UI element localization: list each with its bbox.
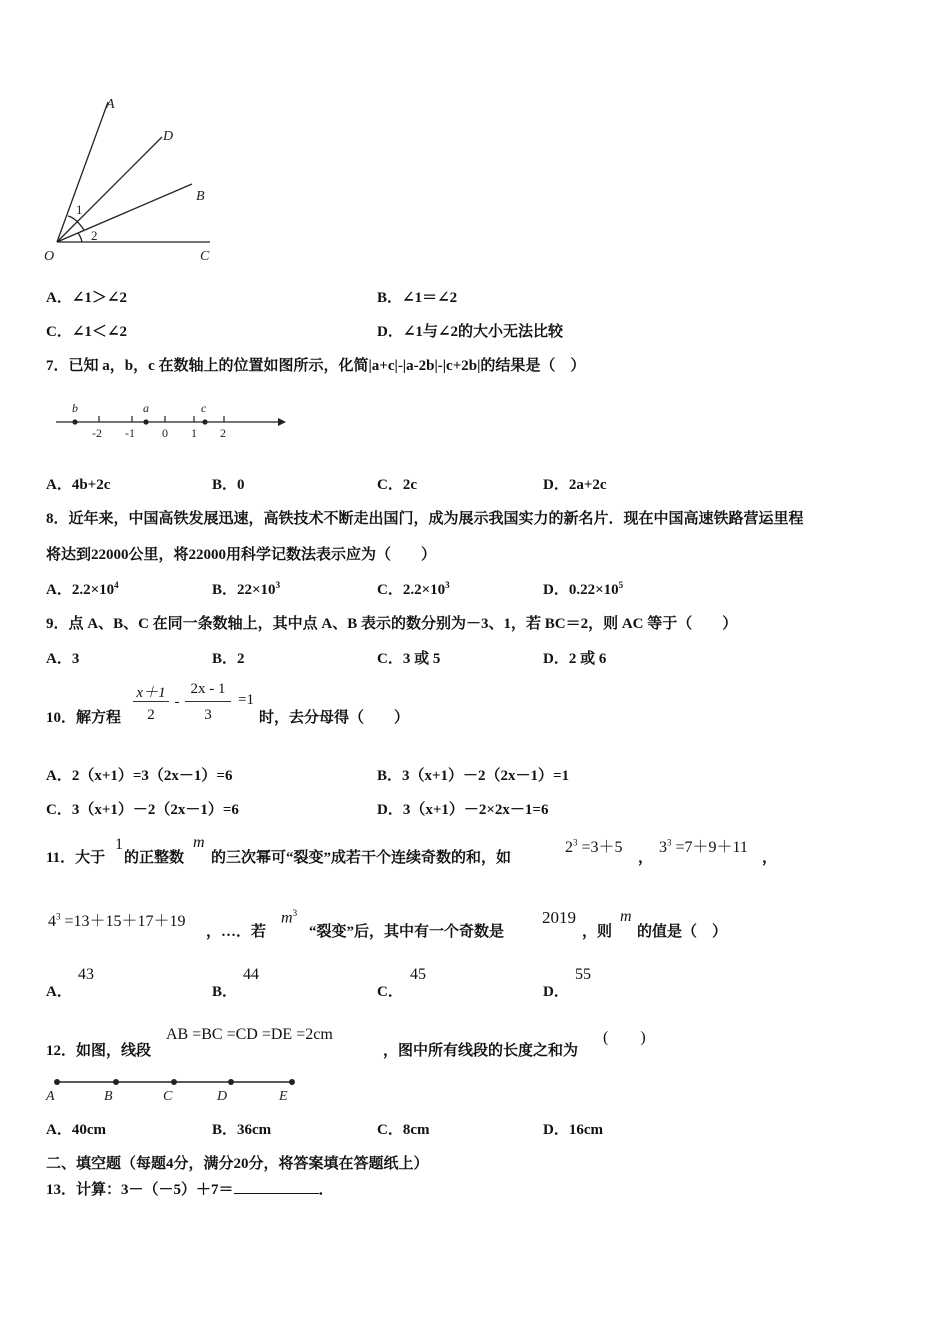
- point-a: [143, 419, 148, 424]
- q13: [46, 1178, 334, 1199]
- q10-option-d: D．3（x+1）－2×2x－1=6: [377, 802, 549, 818]
- point-c: [171, 1079, 177, 1085]
- q11-text-1: 11．大于: [46, 850, 106, 866]
- label-2: 2: [91, 228, 98, 243]
- label-b: B: [104, 1089, 113, 1104]
- tick-1: 1: [191, 426, 197, 440]
- point-b: [72, 419, 77, 424]
- q7-option-a: A．4b+2c: [46, 477, 111, 493]
- q13-answer-blank[interactable]: [234, 1179, 319, 1194]
- angle-figure: [40, 92, 225, 267]
- label-o: O: [44, 249, 55, 264]
- q11-option-b: B．: [212, 984, 238, 1000]
- q8-stem-line2: 将达到22000公里，将22000用科学记数法表示应为（ ）: [46, 547, 437, 563]
- q10-frac2-bar: [185, 701, 231, 702]
- q12-stem-post: ，图中所有线段的长度之和为: [383, 1043, 579, 1059]
- label-b: b: [72, 401, 78, 415]
- point-b: [113, 1079, 119, 1085]
- q11-text-4: ，…．若: [206, 924, 267, 940]
- segment-figure: [44, 1072, 304, 1106]
- number-line-figure: [52, 398, 287, 440]
- section-2-title: 二、填空题（每题4分，满分20分，将答案填在答题纸上）: [46, 1156, 429, 1172]
- q7-option-d: D．2a+2c: [543, 477, 607, 493]
- ray-oa: [57, 102, 108, 242]
- q10-stem-pre: 10．解方程: [46, 710, 122, 726]
- q10-frac2-numerator: 2x - 1: [190, 681, 226, 697]
- ray-od: [57, 137, 162, 242]
- q6-option-d: D．∠1与∠2的大小无法比较: [377, 324, 563, 340]
- angle-arc-2: [78, 233, 82, 242]
- q8-option-c: C．$2.2\times 10^3$: [377, 580, 450, 598]
- point-a: [54, 1079, 60, 1085]
- q11-text-7: 的值是（ ）: [637, 924, 728, 940]
- label-a: A: [46, 1089, 55, 1104]
- label-e: E: [279, 1089, 288, 1104]
- q12-option-d: D．16cm: [543, 1122, 603, 1138]
- q9-stem: 9．点 A、B、C 在同一条数轴上，其中点 A、B 表示的数分别为－3、1，若 BC＝2，则 AC 等于（ ）: [46, 616, 738, 632]
- tick-0: 0: [162, 426, 168, 440]
- q11-m: m: [193, 834, 205, 851]
- q11-option-c: C．: [377, 984, 403, 1000]
- q9-option-d: D．2 或 6: [543, 651, 607, 667]
- q12-option-b: B．36cm: [212, 1122, 272, 1138]
- q13-end: ．: [318, 1182, 334, 1198]
- q12-expression: AB =BC =CD =DE =2cm: [166, 1026, 333, 1043]
- q8-option-d: D．$0.22\times 10^5$: [543, 580, 624, 598]
- q9-option-a: A．3: [46, 651, 80, 667]
- label-c: c: [201, 401, 207, 415]
- label-c: C: [200, 249, 210, 264]
- label-d: D: [217, 1089, 228, 1104]
- q9-option-b: B．2: [212, 651, 245, 667]
- q11-example-2: $3^3 =7+9+11$: [659, 837, 748, 856]
- q11-example-3: $4^3 =13+15+17+19$: [48, 911, 186, 930]
- tick-2: 2: [220, 426, 226, 440]
- q11-option-c-value: 45: [410, 966, 426, 983]
- q10-option-b: B．3（x+1）－2（2x－1）=1: [377, 768, 570, 784]
- label-b: B: [196, 189, 205, 204]
- q10-option-c: C．3（x+1）－2（2x－1）=6: [46, 802, 239, 818]
- q11-one: 1: [115, 836, 123, 853]
- q11-m-cubed: $m^3$: [281, 908, 298, 927]
- q10-frac2-denominator: 3: [204, 707, 212, 723]
- q11-option-d: D．: [543, 984, 569, 1000]
- q11-text-2: 的正整数: [124, 850, 185, 866]
- q10-frac1-bar: [133, 701, 169, 702]
- q10-equals-one: =1: [238, 692, 254, 708]
- q12-paren: ( ): [603, 1029, 646, 1046]
- q6-option-a: A．∠1＞∠2: [46, 290, 127, 306]
- q12-option-c: C．8cm: [377, 1122, 430, 1138]
- q11-number-2019: 2019: [542, 908, 576, 927]
- label-1: 1: [76, 202, 83, 217]
- label-d: D: [163, 129, 174, 144]
- q12-option-a: A．40cm: [46, 1122, 106, 1138]
- q8-option-a: A．$2.2\times 10^4$: [46, 580, 119, 598]
- q13-stem: 13．计算：3－（－5）＋7＝: [46, 1182, 234, 1198]
- q6-option-c: C．∠1＜∠2: [46, 324, 127, 340]
- point-d: [228, 1079, 234, 1085]
- q8-stem-line1: 8．近年来，中国高铁发展迅速，高铁技术不断走出国门，成为展示我国实力的新名片．现在中国高速铁路营运里程: [46, 511, 804, 527]
- q6-option-b: B．∠1＝∠2: [377, 290, 458, 306]
- q10-minus: -: [174, 694, 180, 710]
- label-a: A: [106, 97, 115, 112]
- q10-frac1-numerator: x＋1: [136, 685, 166, 701]
- tick-neg1: -1: [125, 426, 135, 440]
- tick-neg2: -2: [92, 426, 102, 440]
- q8-option-b: B．$22\times 10^3$: [212, 580, 281, 598]
- q10-frac1-denominator: 2: [147, 707, 155, 723]
- label-c: C: [163, 1089, 173, 1104]
- q10-option-a: A．2（x+1）=3（2x－1）=6: [46, 768, 233, 784]
- label-a: a: [143, 401, 149, 415]
- q7-option-c: C．2c: [377, 477, 417, 493]
- q11-text-6: ，则: [582, 924, 613, 940]
- q7-option-b: B．0: [212, 477, 245, 493]
- q11-text-5: “裂变”后，其中有一个奇数是: [309, 924, 505, 940]
- q11-m-2: m: [620, 908, 632, 925]
- q9-option-c: C．3 或 5: [377, 651, 441, 667]
- q11-comma-1: ，: [638, 850, 654, 866]
- point-e: [289, 1079, 295, 1085]
- q11-option-d-value: 55: [575, 966, 591, 983]
- q11-option-a: A．: [46, 984, 72, 1000]
- q12-stem-pre: 12．如图，线段: [46, 1043, 152, 1059]
- q11-example-1: $2^3 =3+5$: [565, 837, 623, 856]
- q7-stem: 7．已知 a，b，c 在数轴上的位置如图所示，化简|a+c|-|a-2b|-|c+2b|的结果是（ ）: [46, 358, 586, 374]
- q11-text-3: 的三次幂可“裂变”成若干个连续奇数的和，如: [211, 850, 512, 866]
- point-c: [202, 419, 207, 424]
- q10-stem-post: 时，去分母得（ ）: [259, 710, 410, 726]
- q11-comma-2: ，: [762, 850, 778, 866]
- q11-option-a-value: 43: [78, 966, 94, 983]
- q11-option-b-value: 44: [243, 966, 259, 983]
